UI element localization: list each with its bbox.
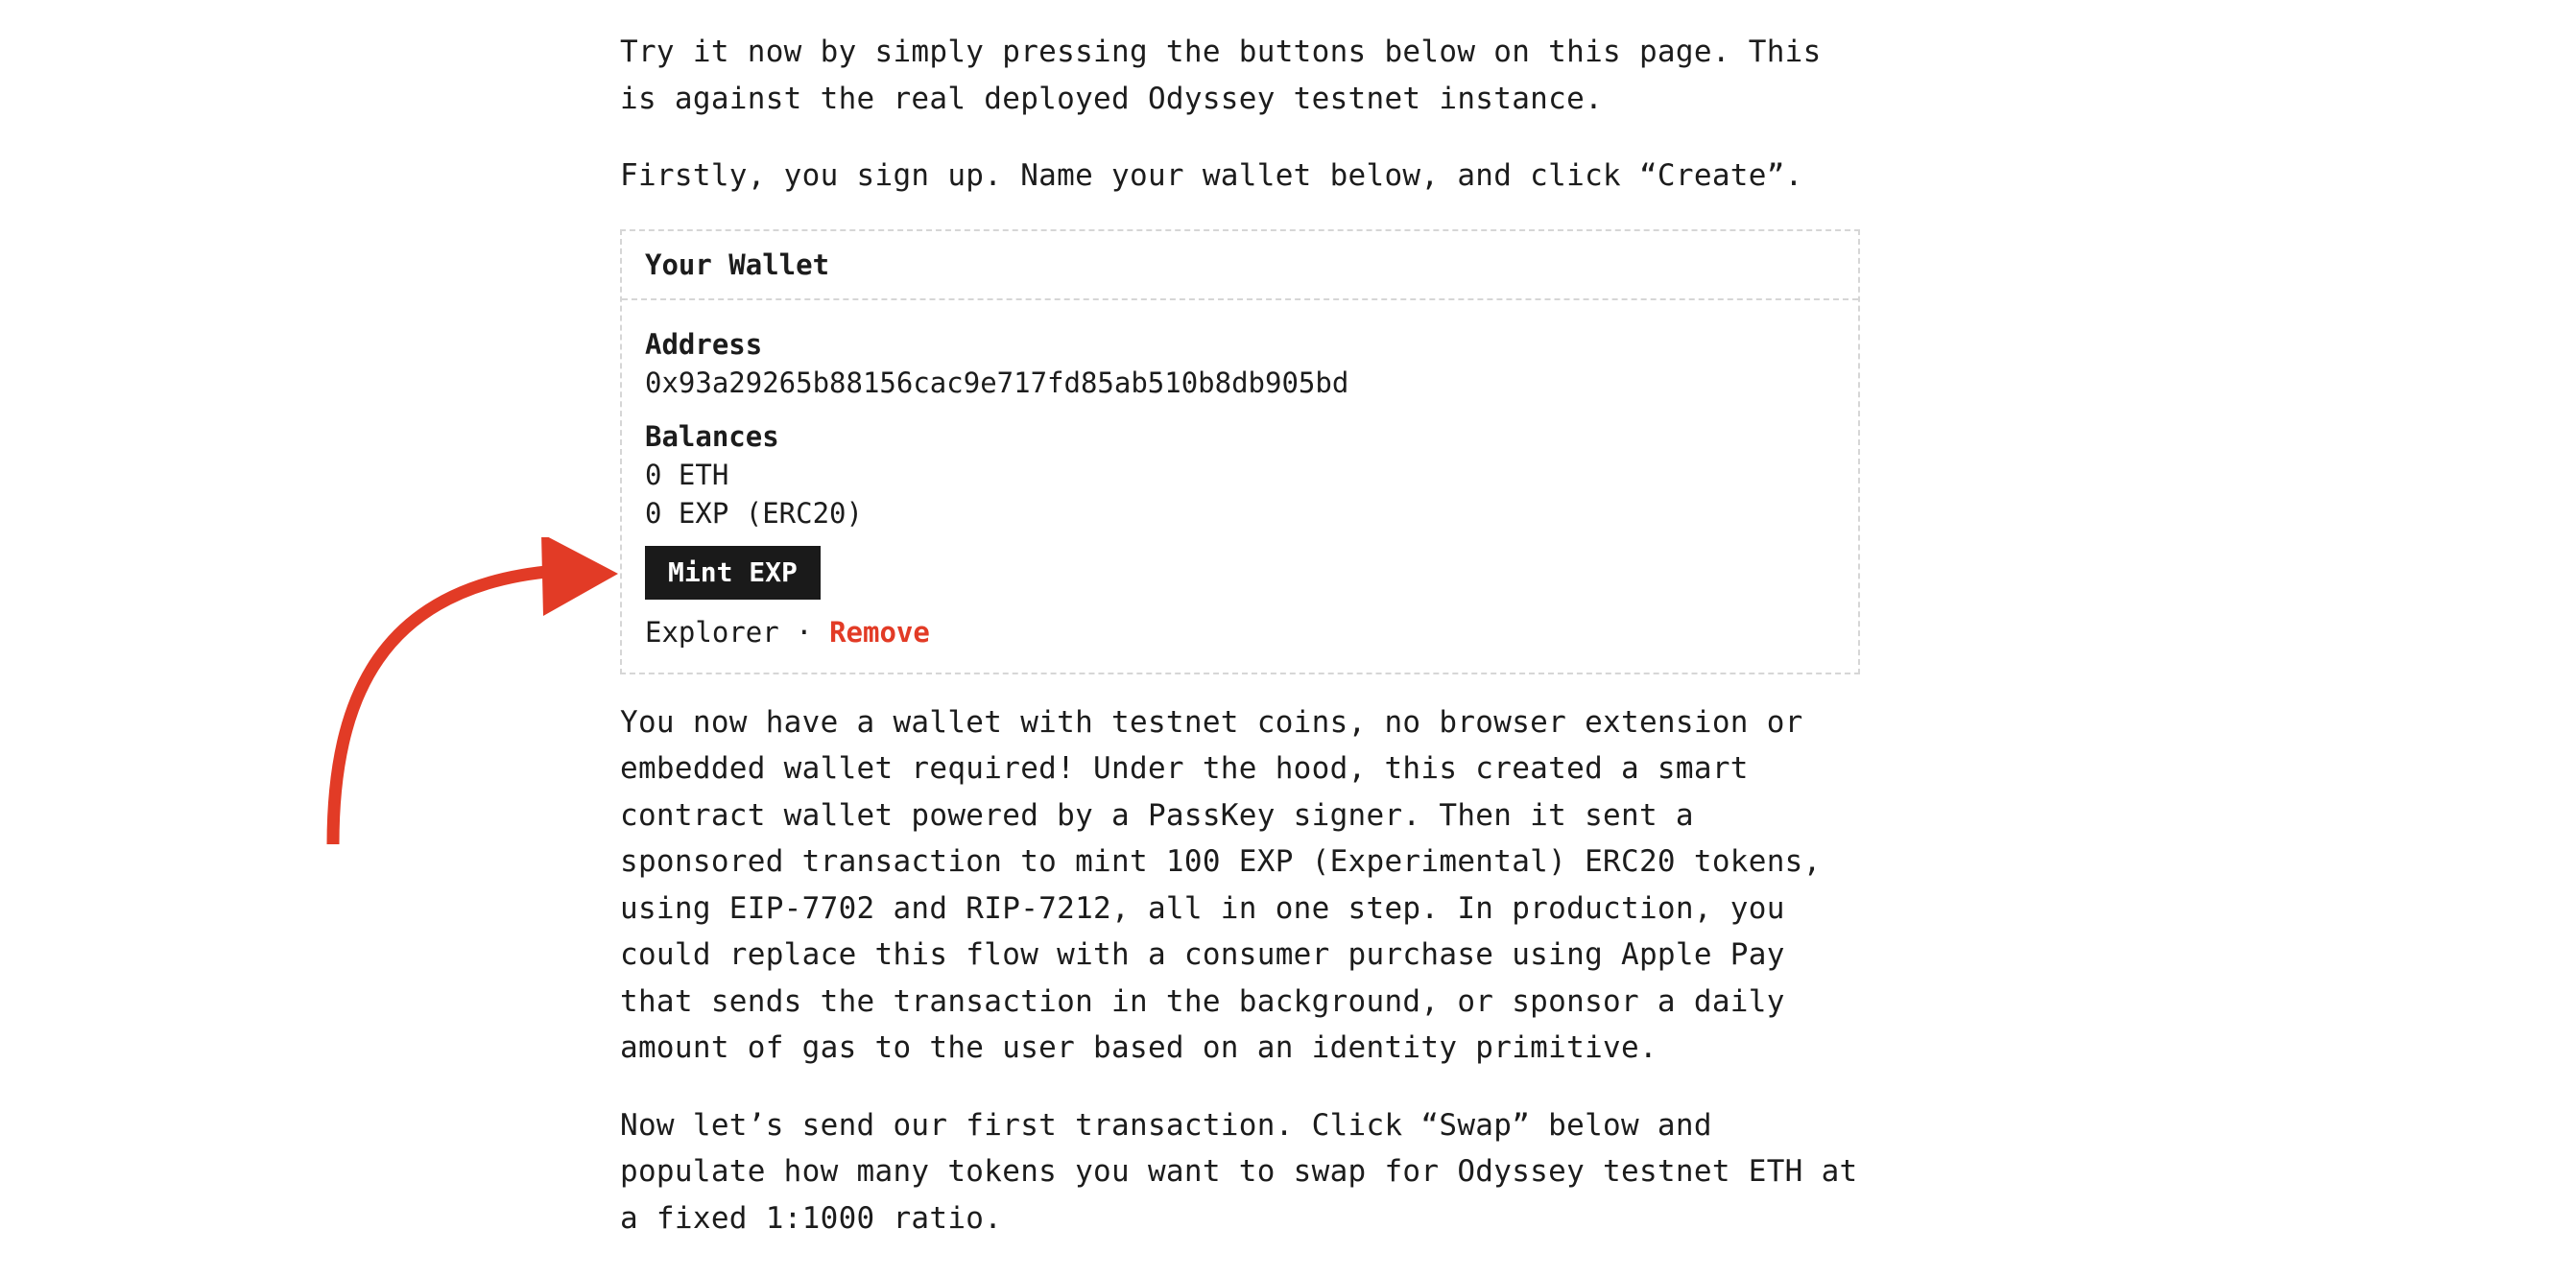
address-label: Address bbox=[645, 327, 763, 361]
body-paragraph-2: Now let’s send our first transaction. Click “Swap” below and populate how many tokens you want to swap for Odyssey testnet ETH at a fixed 1:1000 ratio. bbox=[620, 1107, 1858, 1236]
curved-arrow-icon bbox=[307, 537, 633, 863]
balances-section bbox=[645, 417, 1835, 532]
remove-link[interactable]: Remove bbox=[829, 615, 930, 649]
link-separator: · bbox=[796, 615, 813, 649]
mint-exp-button[interactable]: Mint EXP bbox=[645, 546, 821, 600]
explorer-link[interactable]: Explorer bbox=[645, 615, 779, 649]
wallet-card bbox=[620, 229, 1860, 674]
body-paragraph-1: You now have a wallet with testnet coins, no browser extension or embedded wallet required! Under the hood, this created a smart contract wallet powered by a PassKey signer. Then it sent a sponsored transaction to mint 100 EXP (Experimental) ERC20 tokens, using EIP-7702 and RIP-7212, all in one step. In production, you could replace this flow with a consumer purchase using Apple Pay that sends the transaction in the background, or sponsor a daily amount of gas to the user based on an identity primitive. bbox=[620, 704, 1822, 1065]
main-content bbox=[620, 29, 1868, 1241]
wallet-card-body bbox=[622, 300, 1858, 673]
intro-paragraph-1: Try it now by simply pressing the buttons below on this page. This is against the real deployed Odyssey testnet instance. bbox=[620, 35, 1822, 116]
address-section bbox=[645, 325, 1835, 402]
wallet-links bbox=[645, 613, 1835, 651]
balance-eth: 0 ETH bbox=[645, 458, 729, 491]
intro-paragraph-2: Firstly, you sign up. Name your wallet below, and click “Create”. bbox=[620, 158, 1803, 193]
balances-label: Balances bbox=[645, 419, 779, 453]
wallet-card-title: Your Wallet bbox=[622, 231, 1858, 300]
address-value: 0x93a29265b88156cac9e717fd85ab510b8db905bd bbox=[645, 366, 1349, 399]
balance-exp: 0 EXP (ERC20) bbox=[645, 496, 863, 530]
